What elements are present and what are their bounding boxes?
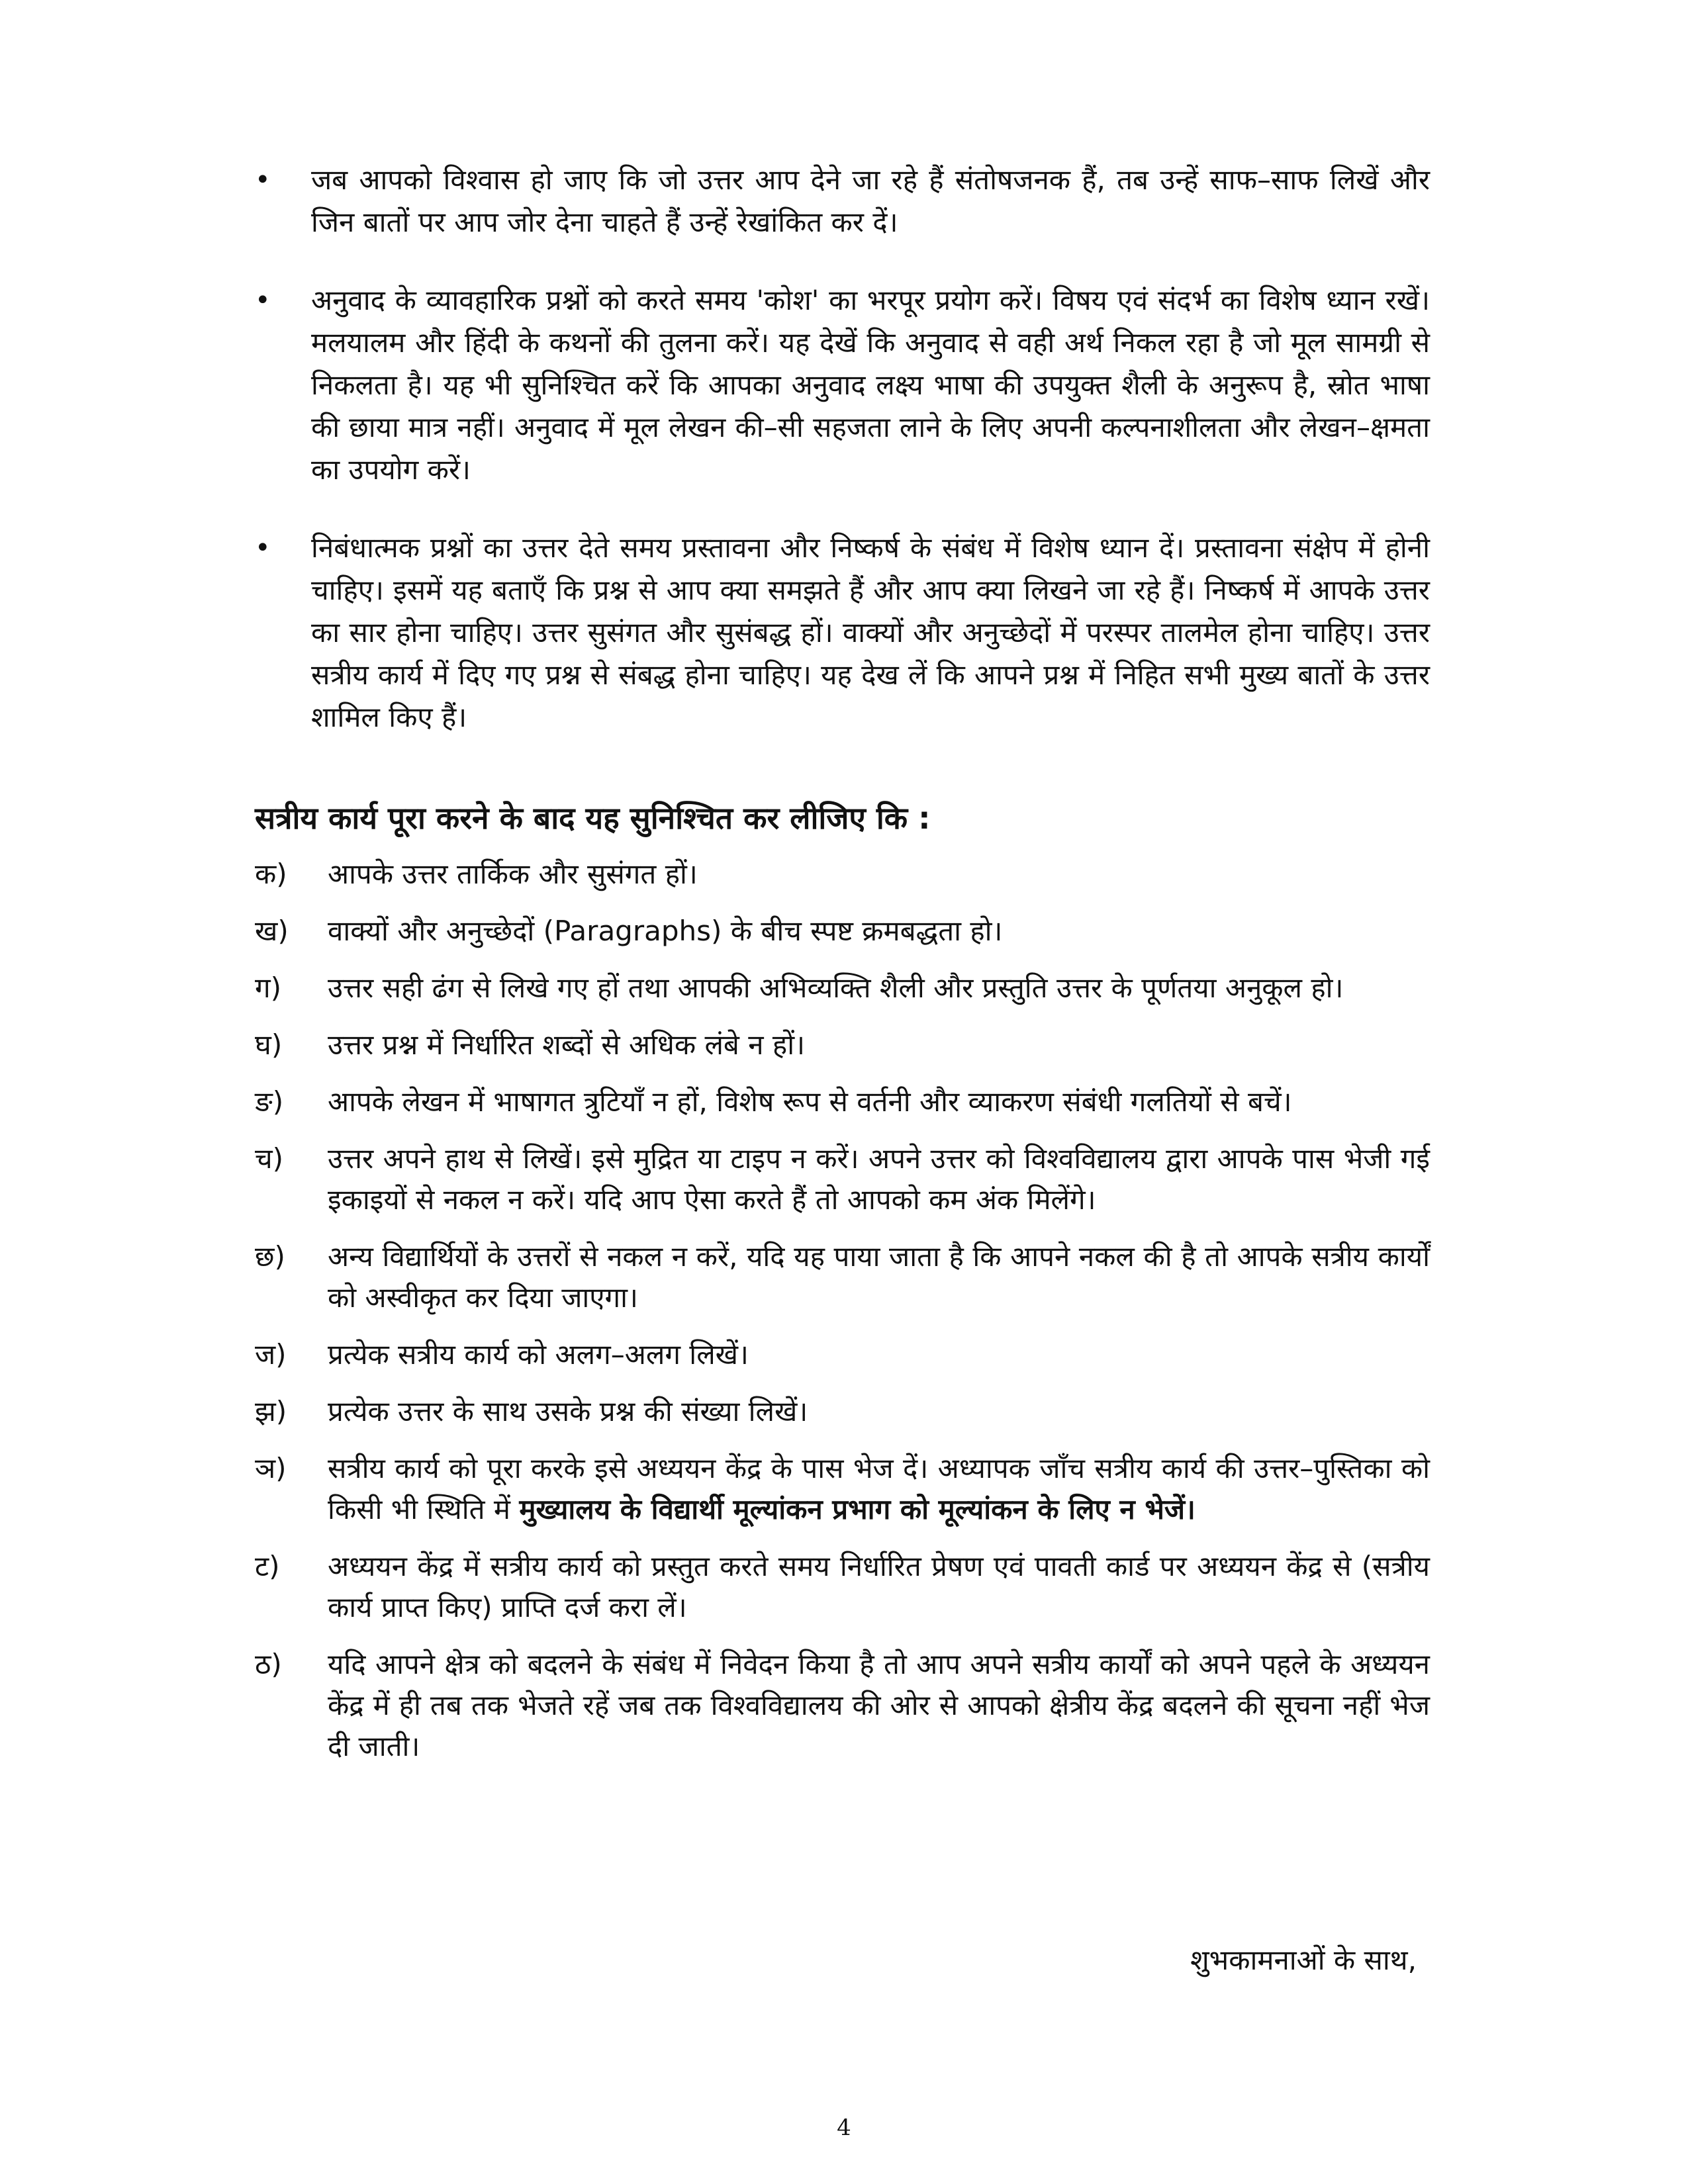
checklist-label: ञ): [255, 1452, 287, 1484]
checklist-item: [255, 968, 1430, 1009]
checklist-text: अध्ययन केंद्र में सत्रीय कार्य को प्रस्तुत करते समय निर्धारित प्रेषण एवं पावती कार्ड पर अध्ययन केंद्र से (सत्रीय कार्य प्राप्त किए) प्राप्ति दर्ज करा लें।: [328, 1550, 1430, 1623]
checklist-label: झ): [255, 1395, 287, 1428]
bullet-marker: •: [255, 165, 271, 195]
bullet-text: अनुवाद के व्यावहारिक प्रश्नों को करते समय 'कोश' का भरपूर प्रयोग करें। विषय एवं संदर्भ का विशेष ध्यान रखें। मलयालम और हिंदी के कथनों की तुलना करें। यह देखें कि अनुवाद से वही अर्थ निकल रहा है जो मूल सामग्री से निकलता है। यह भी सुनिश्चित करें कि आपका अनुवाद लक्ष्य भाषा की उपयुक्त शैली के अनुरूप है, स्रोत भाषा की छाया मात्र नहीं। अनुवाद में मूल लेखन की–सी सहजता लाने के लिए अपनी कल्पनाशीलता और लेखन–क्षमता का उपयोग करें।: [311, 284, 1430, 486]
closing-text: शुभकामनाओं के साथ,: [1190, 1944, 1417, 1976]
checklist-text: वाक्यों और अनुच्छेदों (Paragraphs) के बीच स्पष्ट क्रमबद्धता हो।: [328, 915, 1003, 947]
checklist-item: [255, 911, 1430, 952]
checklist-item: [255, 1334, 1430, 1375]
bullet-marker: •: [255, 285, 271, 316]
checklist-label: ख): [255, 915, 289, 947]
checklist-item: [255, 1024, 1430, 1066]
page-number: 4: [837, 2115, 851, 2141]
checklist-label: च): [255, 1142, 284, 1175]
checklist-label: छ): [255, 1240, 285, 1273]
checklist-text: प्रत्येक उत्तर के साथ उसके प्रश्न की संख्या लिखें।: [328, 1395, 808, 1428]
checklist-item: [255, 1081, 1430, 1122]
checklist-label: ठ): [255, 1648, 282, 1680]
bullet-item: [255, 159, 1430, 244]
bullet-text: जब आपको विश्वास हो जाए कि जो उत्तर आप देने जा रहे हैं संतोषजनक हैं, तब उन्हें साफ–साफ लिखें और जिन बातों पर आप जोर देना चाहते हैं उन्हें रेखांकित कर दें।: [311, 163, 1430, 238]
bullet-marker: •: [255, 533, 271, 563]
bullet-list: [255, 159, 1430, 774]
bullet-item: [255, 527, 1430, 739]
checklist-label: ज): [255, 1338, 287, 1371]
checklist-item: [255, 854, 1430, 895]
checklist-label: घ): [255, 1028, 283, 1061]
checklist-text: उत्तर प्रश्न में निर्धारित शब्दों से अधिक लंबे न हों।: [328, 1028, 806, 1061]
checklist-item: [255, 1236, 1430, 1318]
checklist-text: उत्तर अपने हाथ से लिखें। इसे मुद्रित या टाइप न करें। अपने उत्तर को विश्वविद्यालय द्वारा आपके पास भेजी गई इकाइयों से नकल न करें। यदि आप ऐसा करते हैं तो आपको कम अंक मिलेंगे।: [328, 1142, 1430, 1216]
checklist-label: ट): [255, 1550, 280, 1582]
checklist-item: [255, 1391, 1430, 1432]
checklist-item: [255, 1644, 1430, 1767]
checklist-text: आपके उत्तर तार्किक और सुसंगत हों।: [328, 858, 698, 890]
checklist-label: ङ): [255, 1085, 284, 1118]
checklist-item: [255, 1546, 1430, 1628]
checklist-item: [255, 1448, 1430, 1530]
bullet-item: [255, 279, 1430, 491]
checklist-text: अन्य विद्यार्थियों के उत्तरों से नकल न करें, यदि यह पाया जाता है कि आपने नकल की है तो आपके सत्रीय कार्यों को अस्वीकृत कर दिया जाएगा।: [328, 1240, 1430, 1314]
checklist-bold-text: मुख्यालय के विद्यार्थी मूल्यांकन प्रभाग को मूल्यांकन के लिए न भेजें।: [519, 1493, 1196, 1525]
checklist-item: [255, 1138, 1430, 1220]
bullet-text: निबंधात्मक प्रश्नों का उत्तर देते समय प्रस्तावना और निष्कर्ष के संबंध में विशेष ध्यान दें। प्रस्तावना संक्षेप में होनी चाहिए। इसमें यह बताएँ कि प्रश्न से आप क्या समझते हैं और आप क्या लिखने जा रहे हैं। निष्कर्ष में आपके उत्तर का सार होना चाहिए। उत्तर सुसंगत और सुसंबद्ध हों। वाक्यों और अनुच्छेदों में परस्पर तालमेल होना चाहिए। उत्तर सत्रीय कार्य में दिए गए प्रश्न से संबद्ध होना चाहिए। यह देख लें कि आपने प्रश्न में निहित सभी मुख्य बातों के उत्तर शामिल किए हैं।: [311, 531, 1430, 733]
checklist-text: आपके लेखन में भाषागत त्रुटियाँ न हों, विशेष रूप से वर्तनी और व्याकरण संबंधी गलतियों से बचें।: [328, 1085, 1292, 1118]
checklist-text: सत्रीय कार्य को पूरा करके इसे अध्ययन केंद्र के पास भेज दें। अध्यापक जाँच सत्रीय कार्य की उत्तर–पुस्तिका को किसी भी स्थिति में: [328, 1452, 1430, 1525]
checklist-text: यदि आपने क्षेत्र को बदलने के संबंध में निवेदन किया है तो आप अपने सत्रीय कार्यों को अपने पहले के अध्ययन केंद्र में ही तब तक भेजते रहें जब तक विश्वविद्यालय की ओर से आपको क्षेत्रीय केंद्र बदलने की सूचना नहीं भेज दी जाती।: [328, 1648, 1430, 1762]
checklist: [255, 854, 1430, 1783]
section-heading: सत्रीय कार्य पूरा करने के बाद यह सुनिश्चित कर लीजिए कि :: [255, 800, 931, 836]
checklist-label: क): [255, 858, 287, 890]
checklist-text: प्रत्येक सत्रीय कार्य को अलग–अलग लिखें।: [328, 1338, 749, 1371]
checklist-text: उत्तर सही ढंग से लिखे गए हों तथा आपकी अभिव्यक्ति शैली और प्रस्तुति उत्तर के पूर्णतया अनुकूल हो।: [328, 972, 1344, 1004]
checklist-label: ग): [255, 972, 282, 1004]
